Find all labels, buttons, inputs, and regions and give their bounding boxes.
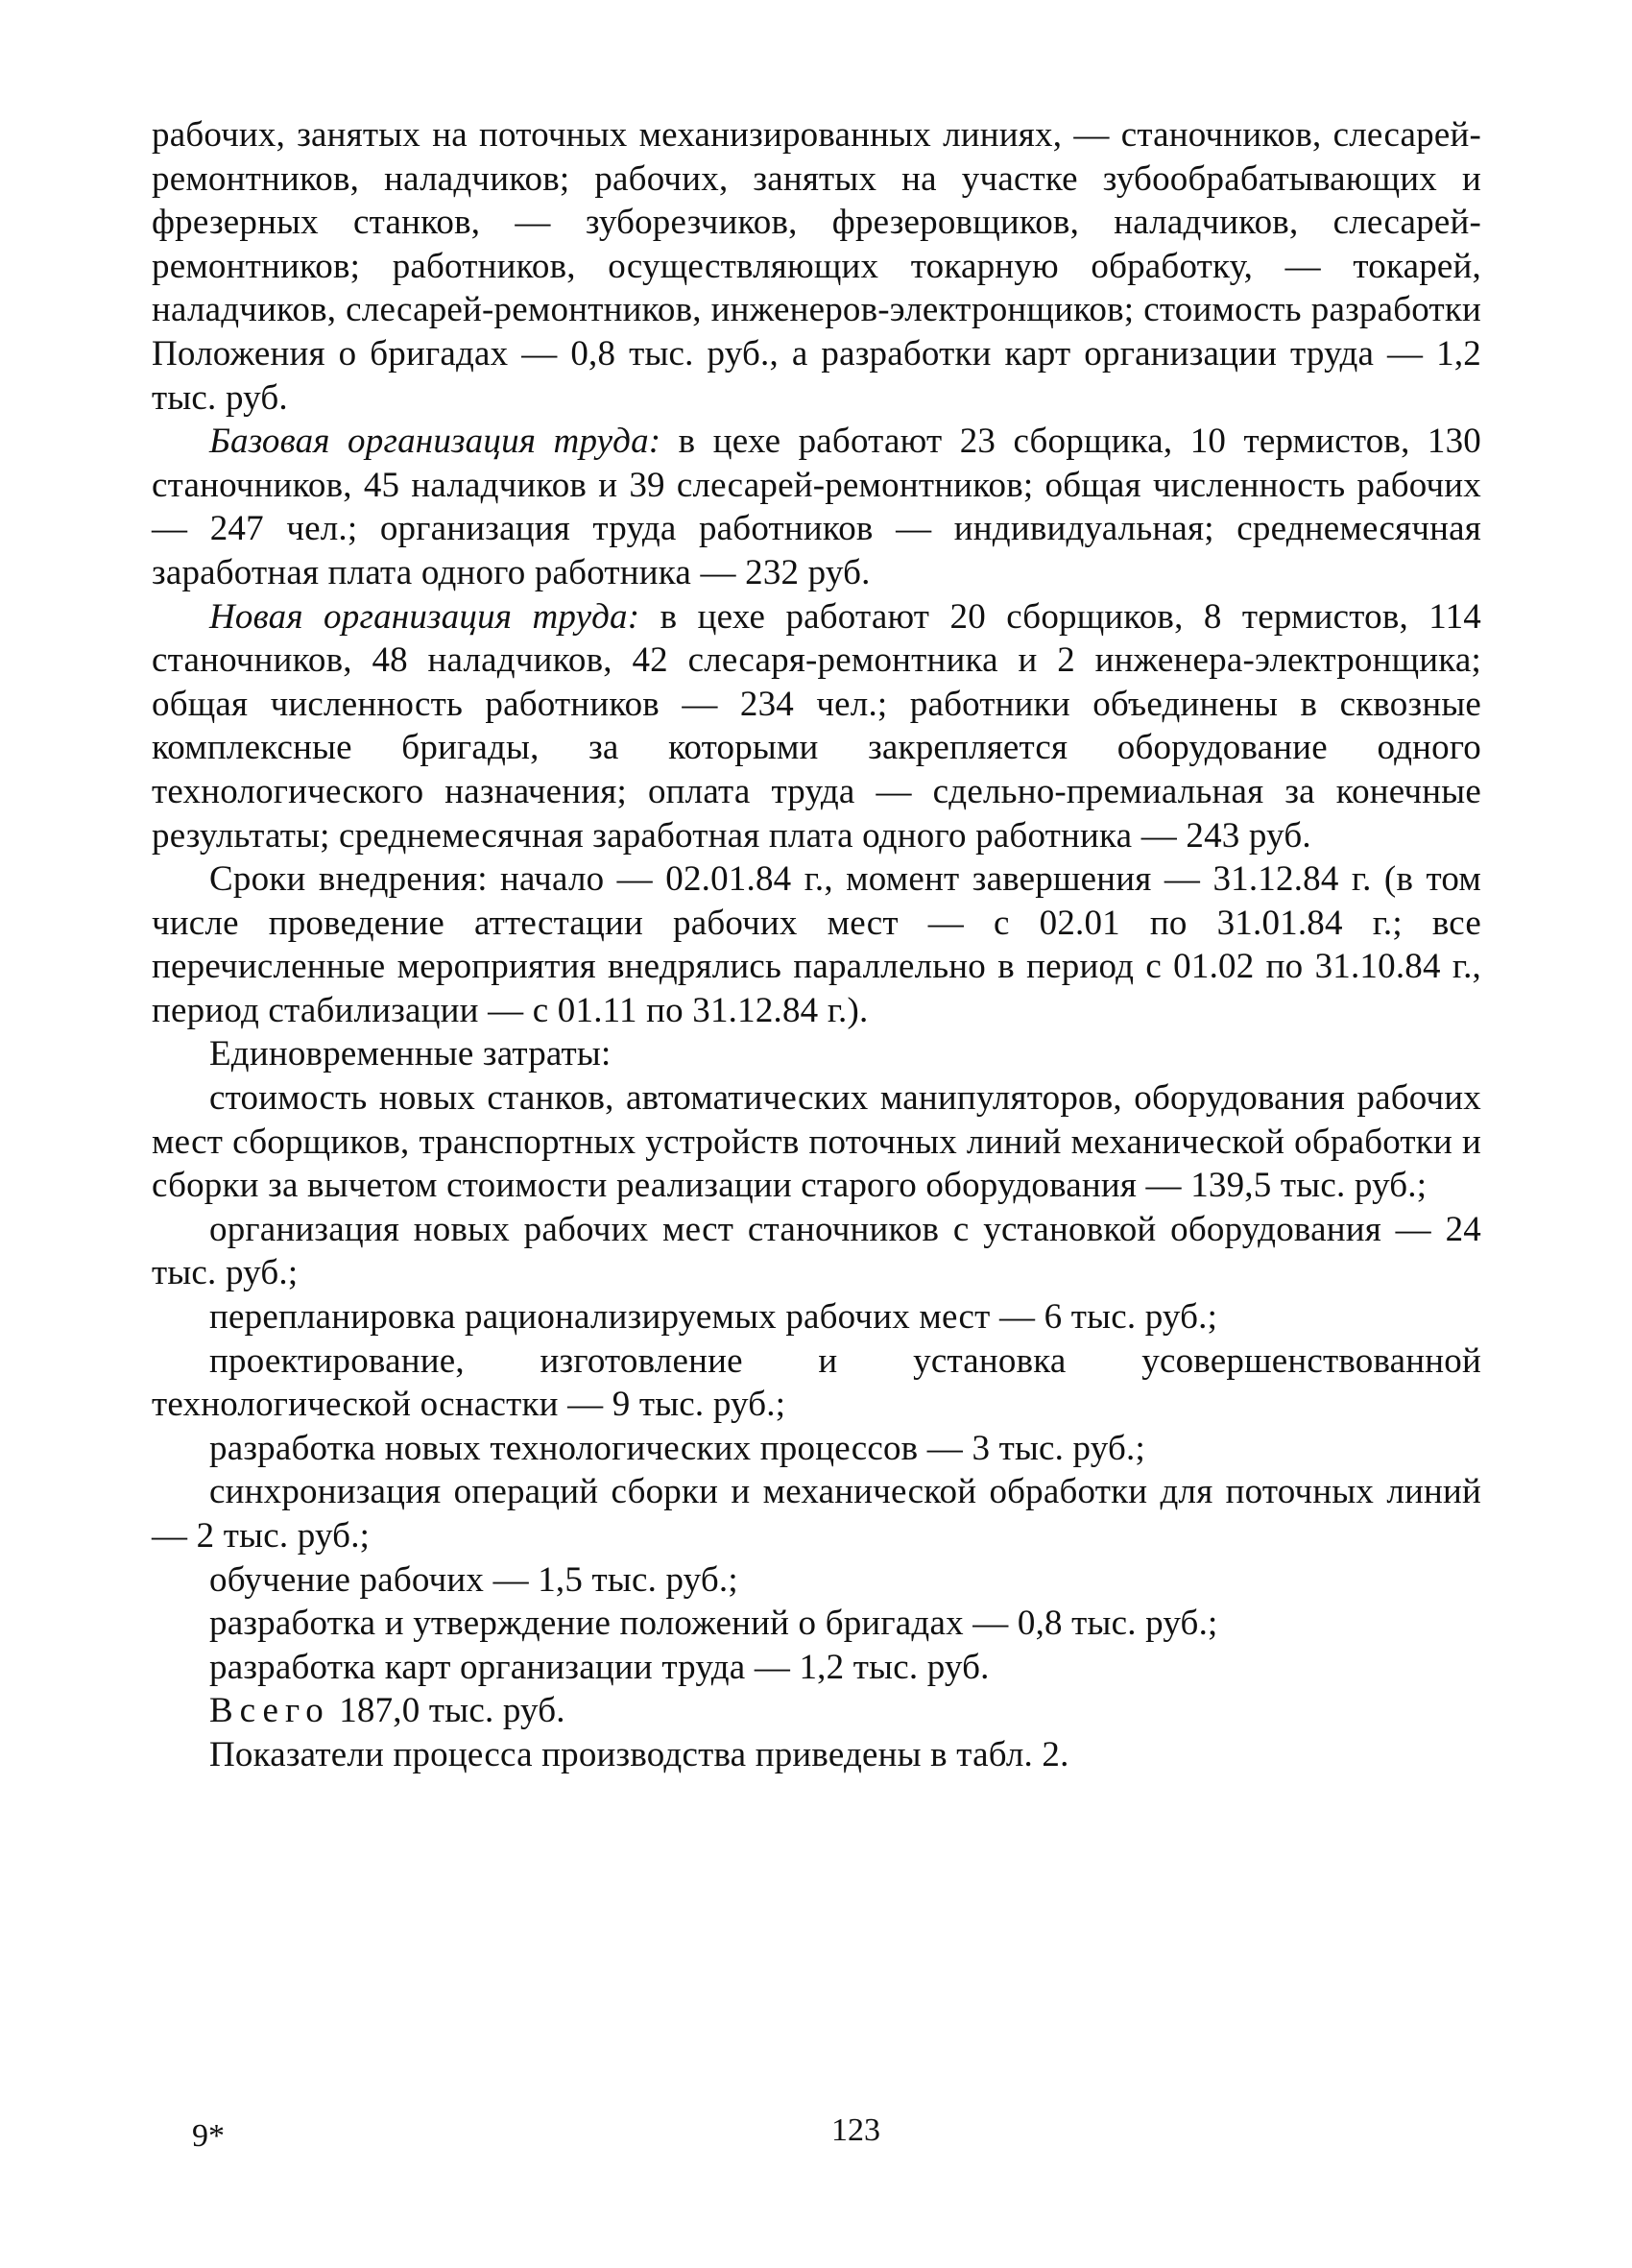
- body-text: [152, 113, 1481, 1777]
- cost-item: обучение рабочих — 1,5 тыс. руб.;: [209, 1559, 738, 1600]
- paragraph-new-organization-body: в цехе работают 20 сборщиков, 8 термистов, 114 станочников, 48 наладчиков, 42 слесаря-ремонтника и 2 инженера-электронщика; общая численность работников — 234 чел.; работники объединены в сквозные комплексные бригады, за которыми закрепляется оборудование одного технологического назначения; оплата труда — сдельно-премиальная за конечные результаты; среднемесячная заработная плата одного работника — 243 руб.: [152, 596, 1481, 856]
- page-number: 123: [831, 2112, 880, 2148]
- paragraph-implementation-dates: Сроки внедрения: начало — 02.01.84 г., момент завершения — 31.12.84 г. (в том числе проведение аттестации рабочих мест — с 02.01 по 31.01.84 г.; все перечисленные мероприятия внедрялись параллельно в период с 01.02 по 31.10.84 г., период стабилизации — с 01.11 по 31.12.84 г.).: [152, 859, 1481, 1030]
- cost-total-label: Всего: [209, 1691, 330, 1731]
- paragraph-table-reference: Показатели процесса производства приведены в табл. 2.: [209, 1734, 1069, 1774]
- paragraph-base-organization-lead: Базовая организация труда:: [209, 422, 661, 462]
- cost-item: разработка карт организации труда — 1,2 тыс. руб.: [209, 1647, 990, 1687]
- cost-total-value: 187,0 тыс. руб.: [339, 1691, 565, 1731]
- paragraph-one-time-costs-heading: Единовременные затраты:: [209, 1034, 612, 1074]
- cost-item: стоимость новых станков, автоматических манипуляторов, оборудования рабочих мест сборщиков, транспортных устройств поточных линий механической обработки и сборки за вычетом стоимости реализации старого оборудования — 139,5 тыс. руб.;: [152, 1078, 1481, 1206]
- cost-item: разработка новых технологических процессов — 3 тыс. руб.;: [209, 1428, 1145, 1468]
- cost-item: разработка и утверждение положений о бригадах — 0,8 тыс. руб.;: [209, 1604, 1218, 1644]
- paragraph-new-organization-lead: Новая организация труда:: [209, 596, 640, 637]
- cost-item: проектирование, изготовление и установка усовершенствованной технологической оснастки — 9 тыс. руб.;: [152, 1340, 1481, 1425]
- paragraph-base-organization-body: в цехе работают 23 сборщика, 10 термистов, 130 станочников, 45 наладчиков и 39 слесарей-ремонтников; общая численность рабочих — 247 чел.; организация труда работников — индивидуальная; среднемесячная заработная плата одного работника — 232 руб.: [152, 422, 1481, 592]
- paragraph-continuation: рабочих, занятых на поточных механизированных линиях, — станочников, слесарей-ремонтников, наладчиков; рабочих, занятых на участке зубообрабатывающих и фрезерных станков, — зуборезчиков, фрезеровщиков, наладчиков, слесарей-ремонтников; работников, осуществляющих токарную обработку, — токарей, наладчиков, слесарей-ремонтников, инженеров-электронщиков; стоимость разработки Положения о бригадах — 0,8 тыс. руб., а разработки карт организации труда — 1,2 тыс. руб.: [152, 115, 1481, 418]
- cost-item: синхронизация операций сборки и механической обработки для поточных линий — 2 тыс. руб.;: [152, 1472, 1481, 1556]
- cost-item: перепланировка рационализируемых рабочих мест — 6 тыс. руб.;: [209, 1297, 1218, 1338]
- cost-item: организация новых рабочих мест станочников с установкой оборудования — 24 тыс. руб.;: [152, 1209, 1481, 1293]
- cost-total-spacer: [330, 1691, 339, 1730]
- paragraph-base-organization: [152, 420, 1481, 594]
- signature-mark: 9*: [192, 2118, 225, 2154]
- cost-total: [152, 1689, 1481, 1733]
- paragraph-new-organization: [152, 595, 1481, 858]
